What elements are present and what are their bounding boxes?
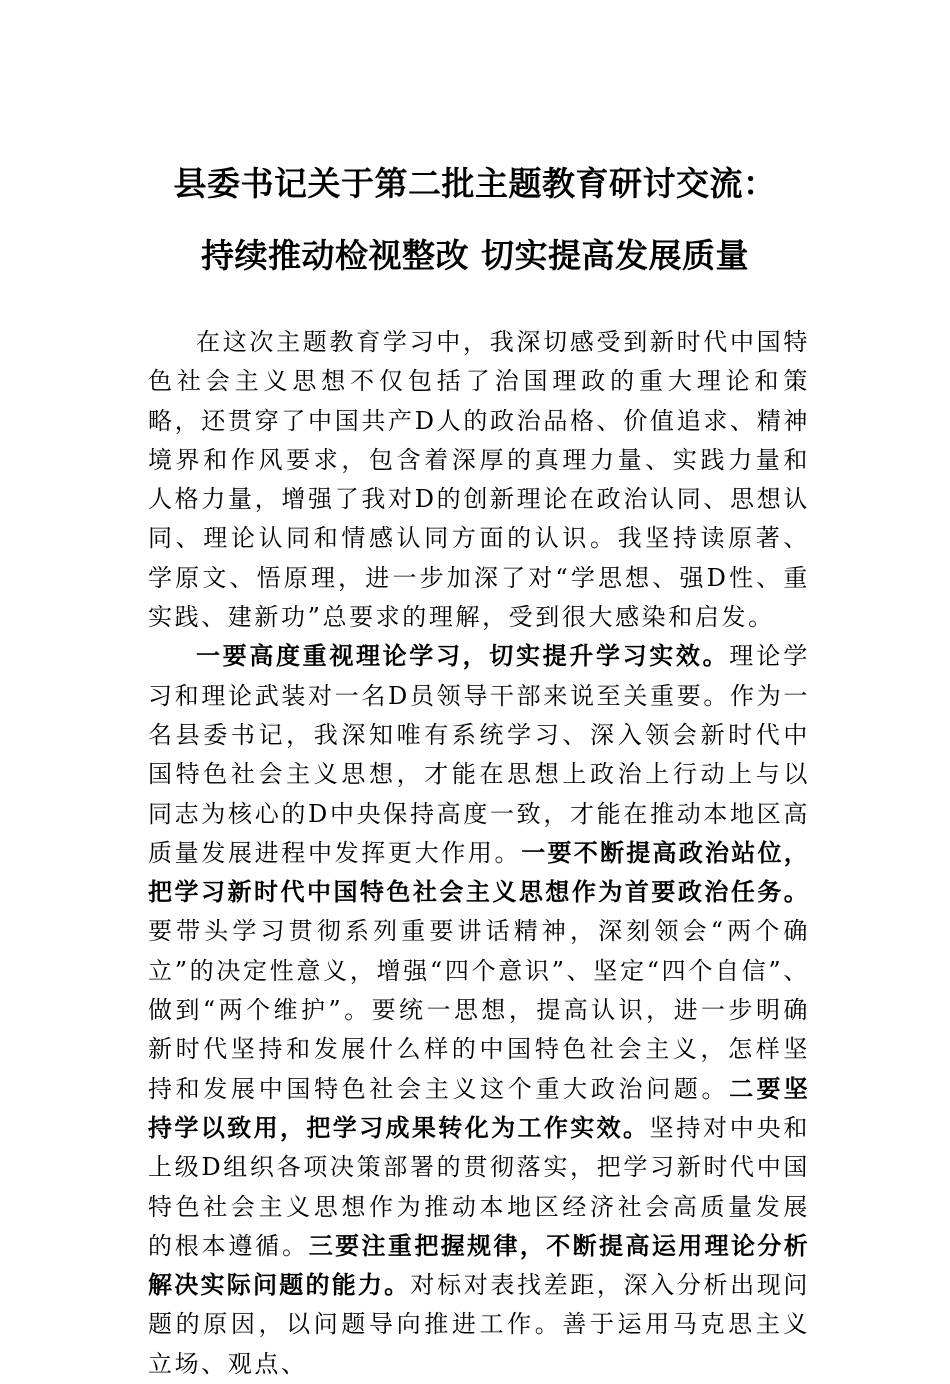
point-one-text: 要带头学习贯彻系列重要讲话精神，深刻领会“两个确立”的决定性意义，增强“四个意识”、坚定“四个自信”、做到“两个维护”。要统一思想，提高认识，进一步明确新时代坚持和发展什么样的中国特色社会主义，怎样坚持和发展中国特色社会主义这个重大政治问题。 <box>148 917 810 1103</box>
paragraph-text: 理论学习和理论武装对一名D员领导干部来说至关重要。作为一名县委书记，我深知唯有系统学习、深入领会新时代中国特色社会主义思想，才能在思想上政治上行动上与以同志为核心的D中央保持高度一致，才能在推动本地区高质量发展进程中发挥更大作用。 <box>148 642 810 867</box>
point-three-text: 对标对表找差距，深入分析出现问题的原因，以问题导向推进工作。善于运用马克思主义立场、观点、 <box>148 1271 811 1378</box>
document-title-line-1: 县委书记关于第二批主题教育研讨交流： <box>173 164 777 203</box>
paragraph-heading: 一要高度重视理论学习，切实提升学习实效。 <box>196 642 730 671</box>
point-two-text: 坚持对中央和上级D组织各项决策部署的贯彻落实，把学习新时代中国特色社会主义思想作为推动本地区经济社会高质量发展的根本遵循。 <box>148 1113 810 1260</box>
paragraph-intro: 在这次主题教育学习中，我深切感受到新时代中国特色社会主义思想不仅包括了治国理政的重大理论和策略，还贯穿了中国共产D人的政治品格、价值追求、精神境界和作风要求，包含着深厚的真理力量、实践力量和人格力量，增强了我对D的创新理论在政治认同、思想认同、理论认同和情感认同方面的认识。我坚持读原著、学原文、悟原理，进一步加深了对“学思想、强D性、重实践、建新功”总要求的理解，受到很大感染和启发。 <box>148 328 810 632</box>
point-one-heading: 一要不断提高政治站位，把学习新时代中国特色社会主义思想作为首要政治任务。 <box>148 838 810 907</box>
paragraph-theory-study <box>148 637 810 1384</box>
document-title-line-2: 持续推动检视整改 切实提高发展质量 <box>201 236 749 275</box>
document-body <box>148 323 810 1384</box>
point-two-heading: 二要坚持学以致用，把学习成果转化为工作实效。 <box>148 1074 810 1142</box>
point-three-heading: 三要注重把握规律，不断提高运用理论分析解决实际问题的能力。 <box>148 1231 810 1300</box>
